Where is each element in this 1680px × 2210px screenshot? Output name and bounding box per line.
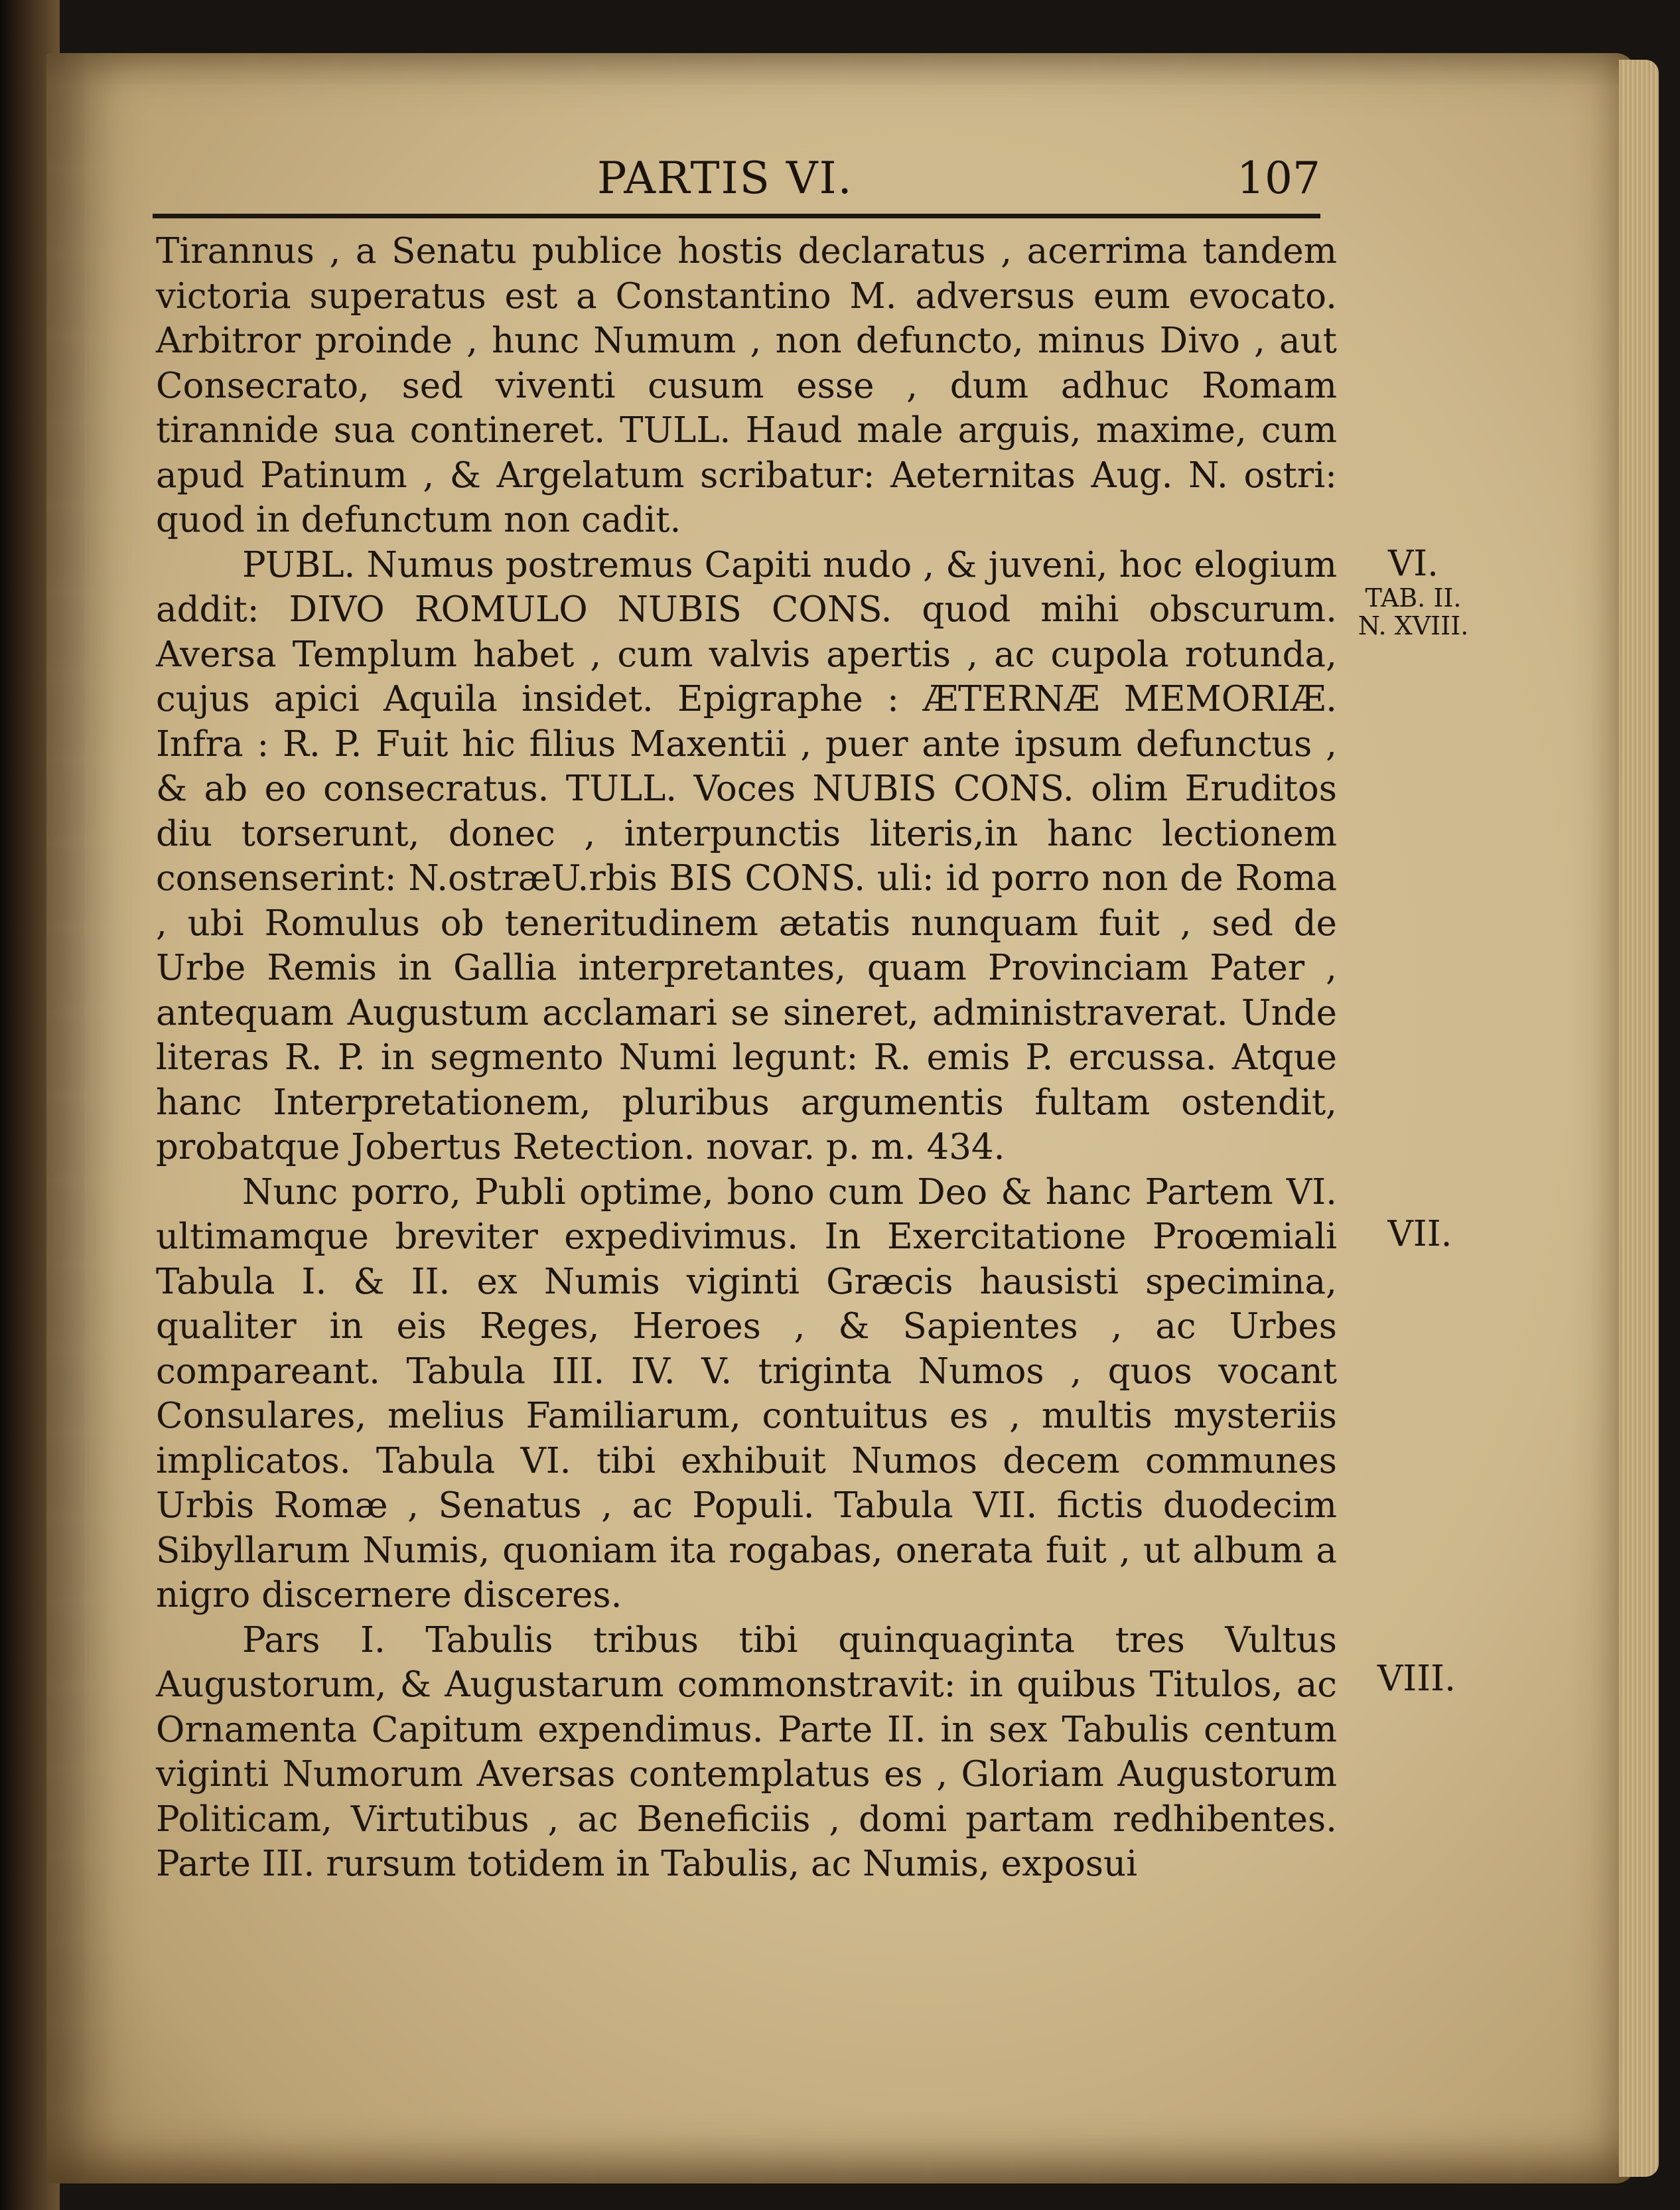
margin-note-vii: VII. (1387, 1214, 1452, 1254)
paragraph-4: Pars I. Tabulis tribus tibi quinquaginta tres Vultus Augustorum, & Augustarum commonstravit: in quibus Titulos, ac Ornamenta Capitum expendimus. Parte II. in sex Tabulis centum viginti Numorum Aversas contemplatus es , Gloriam Augustorum Politicam, Virtutibus , ac Beneficiis , domi partam redhibentes. Parte III. rursum totidem in Tabulis, ac Numis, exposui (156, 1619, 1337, 1884)
margin-tab-reference: TAB. II. (1365, 583, 1462, 613)
page-number: 107 (1237, 153, 1320, 204)
margin-note-viii: VIII. (1377, 1658, 1456, 1699)
margin-numeral-vi: VI. (1387, 544, 1439, 584)
paragraph-1: Tirannus , a Senatu publice hostis declaratus , acerrima tandem victoria superatus est a Constantino M. adversus eum evocato. Arbitror proinde , hunc Numum , non defuncto, minus Divo , aut Consecrato, sed viventi cusum esse , dum adhuc Romam tirannide sua contineret. TULL. Haud male arguis, maxime, cum apud Patinum , & Argelatum scribatur: Aeternitas Aug. N. ostri: quod in defunctum non cadit. (156, 231, 1337, 540)
body-text (156, 229, 1337, 1887)
margin-note-vi (1347, 544, 1480, 640)
header-rule (153, 214, 1320, 218)
paragraph-2: PUBL. Numus postremus Capiti nudo , & juveni, hoc elogium addit: DIVO ROMULO NUBIS CONS. quod mihi obscurum. Aversa Templum habet , cum valvis apertis , ac cupola rotunda, cujus apici Aquila insidet. Epigraphe : ÆTERNÆ MEMORIÆ. Infra : R. P. Fuit hic filius Maxentii , puer ante ipsum defunctus , & ab eo consecratus. TULL. Voces NUBIS CONS. olim Eruditos diu torserunt, donec , interpunctis literis,in hanc lectionem consenserint: N.ostræU.rbis BIS CONS. uli: id porro non de Roma , ubi Romulus ob teneritudinem ætatis nunquam fuit , sed de Urbe Remis in Gallia interpretantes, quam Provinciam Pater , antequam Augustum acclamari se sineret, administraverat. Unde literas R. P. in segmento Numi legunt: R. emis P. ercussa. Atque hanc Interpretationem, pluribus argumentis fultam ostendit, probatque Jobertus Retection. novar. p. m. 434. (156, 544, 1337, 1167)
running-title: PARTIS VI. (597, 153, 853, 204)
page-header (153, 153, 1320, 206)
page-edges (1619, 60, 1659, 2177)
margin-number-reference: N. XVIII. (1358, 611, 1469, 640)
paragraph-3: Nunc porro, Publi optime, bono cum Deo & hanc Partem VI. ultimamque breviter expedivimus. In Exercitatione Proœmiali Tabula I. & II. ex Numis viginti Græcis hausisti specimina, qualiter in eis Reges, Heroes , & Sapientes , ac Urbes compareant. Tabula III. IV. V. triginta Numos , quos vocant Consulares, melius Familiarum, contuitus es , multis mysteriis implicatos. Tabula VI. tibi exhibuit Numos decem communes Urbis Romæ , Senatus , ac Populi. Tabula VII. fictis duodecim Sibyllarum Numis, quoniam ita rogabas, onerata fuit , ut album a nigro discernere disceres. (156, 1171, 1337, 1615)
